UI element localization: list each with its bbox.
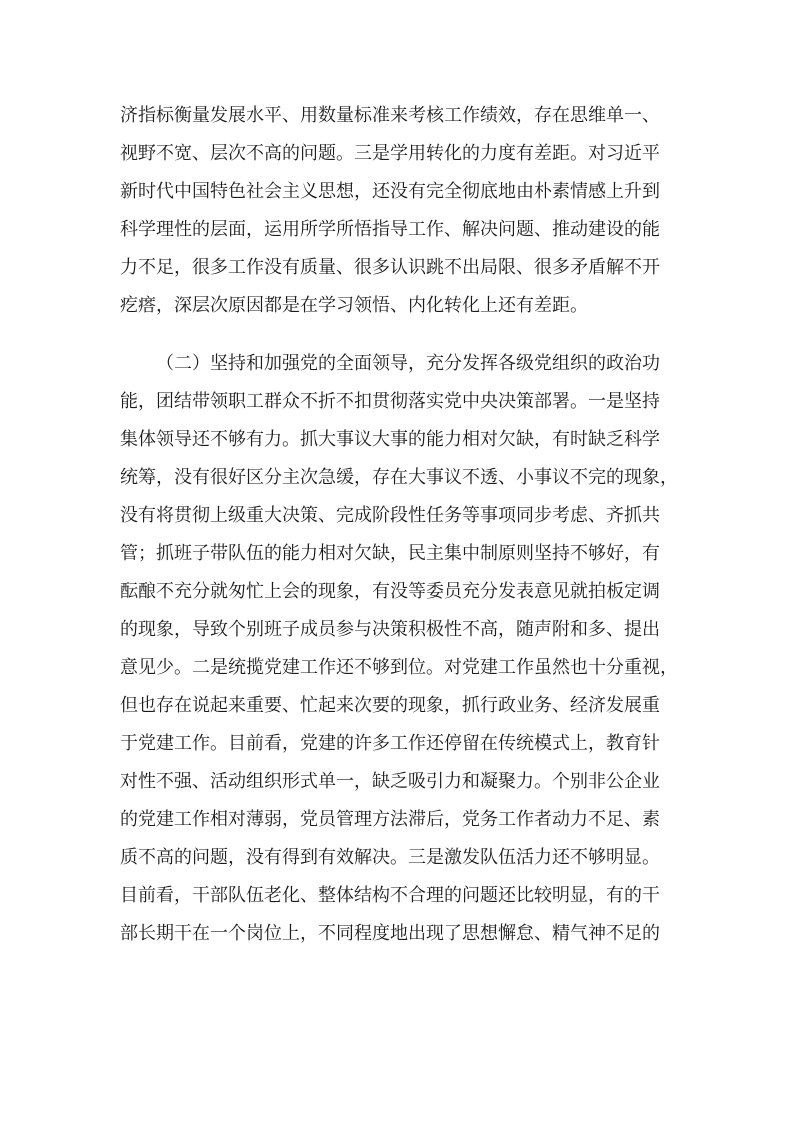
paragraph-line: 管；抓班子带队伍的能力相对欠缺，民主集中制原则坚持不够好，有: [120, 543, 660, 564]
paragraph-line: 疙瘩，深层次原因都是在学习领悟、内化转化上还有差距。: [120, 295, 588, 316]
paragraph-line: 的现象，导致个别班子成员参与决策积极性不高，随声附和多、提出: [120, 619, 660, 640]
paragraph-line: 济指标衡量发展水平、用数量标准来考核工作绩效，存在思维单一、: [120, 105, 660, 126]
paragraph-line: 于党建工作。目前看，党建的许多工作还停留在传统模式上，教育针: [120, 733, 660, 754]
paragraph-line: 科学理性的层面，运用所学所悟指导工作、解决问题、推动建设的能: [120, 219, 660, 240]
paragraph-line: 新时代中国特色社会主义思想，还没有完全彻底地由朴素情感上升到: [120, 181, 660, 202]
paragraph-line: 力不足，很多工作没有质量、很多认识跳不出局限、很多矛盾解不开: [120, 257, 660, 278]
paragraph-2: [120, 345, 686, 953]
paragraph-line: 的党建工作相对薄弱，党员管理方法滞后，党务工作者动力不足、素: [120, 809, 660, 830]
paragraph-1: [120, 97, 686, 325]
paragraph-line: 没有将贯彻上级重大决策、完成阶段性任务等事项同步考虑、齐抓共: [120, 505, 660, 526]
paragraph-line: 统筹，没有很好区分主次急缓，存在大事议不透、小事议不完的现象，: [120, 467, 678, 488]
paragraph-line: 酝酿不充分就匆忙上会的现象，有没等委员充分发表意见就拍板定调: [120, 581, 660, 602]
paragraph-line: 但也存在说起来重要、忙起来次要的现象，抓行政业务、经济发展重: [120, 695, 660, 716]
paragraph-line: 意见少。二是统揽党建工作还不够到位。对党建工作虽然也十分重视，: [120, 657, 678, 678]
paragraph-line: 目前看，干部队伍老化、整体结构不合理的问题还比较明显，有的干: [120, 885, 660, 906]
section-heading-line: （二）坚持和加强党的全面领导，充分发挥各级党组织的政治功: [156, 353, 660, 374]
paragraph-line: 部长期干在一个岗位上，不同程度地出现了思想懈怠、精气神不足的: [120, 923, 660, 944]
paragraph-line: 对性不强、活动组织形式单一，缺乏吸引力和凝聚力。个别非公企业: [120, 771, 660, 792]
paragraph-line: 能，团结带领职工群众不折不扣贯彻落实党中央决策部署。一是坚持: [120, 391, 660, 412]
paragraph-line: 质不高的问题，没有得到有效解决。三是激发队伍活力还不够明显。: [120, 847, 660, 868]
paragraph-line: 集体领导还不够有力。抓大事议大事的能力相对欠缺，有时缺乏科学: [120, 429, 660, 450]
paragraph-line: 视野不宽、层次不高的问题。三是学用转化的力度有差距。对习近平: [120, 143, 660, 164]
